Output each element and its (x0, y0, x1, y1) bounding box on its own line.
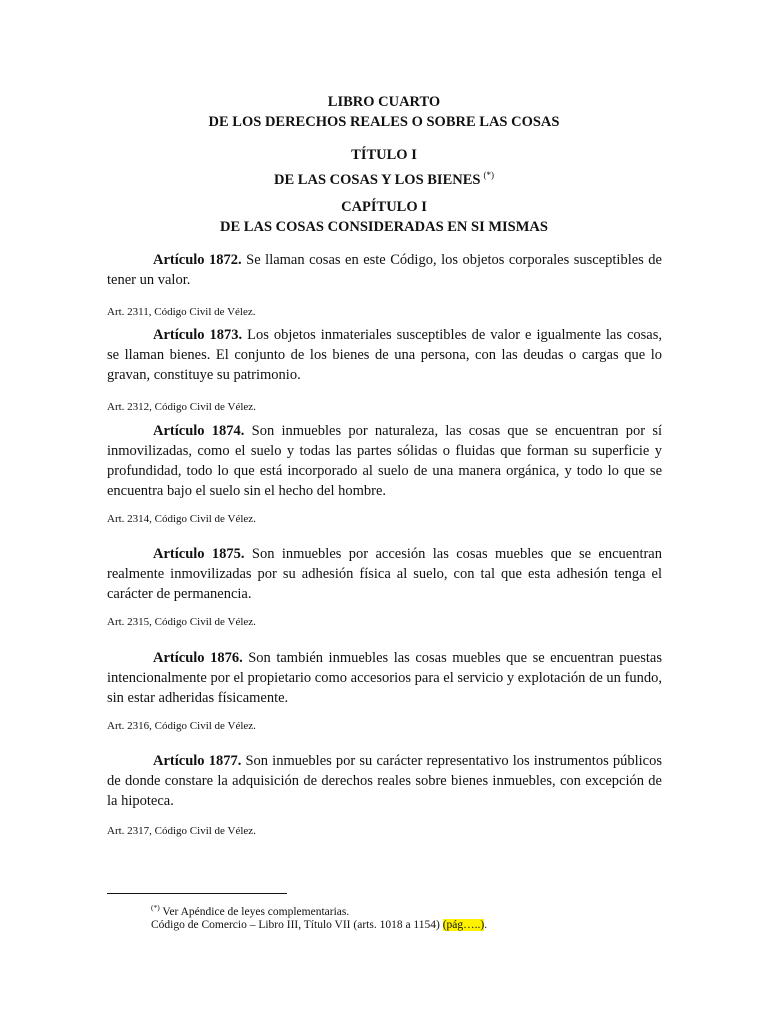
article-1874 (107, 421, 662, 501)
chapter-number: CAPÍTULO I (341, 199, 427, 215)
footnote-reference-text: Código de Comercio – Libro III, Título VII (arts. 1018 a 1154) (151, 919, 443, 931)
footnote-text: Ver Apéndice de leyes complementarias. (159, 906, 350, 918)
article-text: Son también inmuebles las cosas muebles que se encuentran puestas intencionalmente por el propietario como accesorios para el servicio y explotación de un fundo, sin estar adheridas físicamente. (107, 650, 662, 706)
article-reference: Art. 2317, Código Civil de Vélez. (107, 825, 256, 837)
title-subtitle-line (0, 165, 768, 190)
article-1873 (107, 325, 662, 385)
article-label: Artículo 1873. (153, 327, 243, 343)
title-note-marker: (*) (483, 170, 494, 180)
article-reference: Art. 2311, Código Civil de Vélez. (107, 306, 256, 318)
chapter-heading (0, 197, 768, 237)
title-heading (0, 145, 768, 190)
page-placeholder-highlight: (pág…..) (442, 919, 485, 931)
article-text: Se llaman cosas en este Código, los objetos corporales susceptibles de tener un valor. (107, 252, 662, 288)
article-reference: Art. 2316, Código Civil de Vélez. (107, 720, 256, 732)
article-label: Artículo 1877. (153, 753, 242, 769)
article-1877 (107, 751, 662, 811)
article-1872 (107, 250, 662, 290)
article-reference: Art. 2312, Código Civil de Vélez. (107, 401, 256, 413)
footnote-marker: (*) (151, 903, 160, 912)
chapter-subtitle: DE LAS COSAS CONSIDERADAS EN SI MISMAS (220, 219, 548, 235)
article-label: Artículo 1872. (153, 252, 242, 268)
book-subtitle: DE LOS DERECHOS REALES O SOBRE LAS COSAS (208, 114, 560, 130)
article-text: Son inmuebles por naturaleza, las cosas que se encuentran por sí inmovilizadas, como el suelo y todas las partes sólidas o fluidas que forman su superficie y profundidad, todo lo que está incorporado al suelo de una manera orgánica, y todo lo que se encuentra bajo el suelo sin el hecho del hombre. (107, 423, 662, 499)
article-text: Son inmuebles por accesión las cosas muebles que se encuentran realmente inmovilizadas por su adhesión física al suelo, con tal que esta adhesión tenga el carácter de permanencia. (107, 546, 662, 602)
footnote-end-period: . (484, 919, 488, 931)
title-number: TÍTULO I (351, 147, 417, 163)
article-label: Artículo 1876. (153, 650, 243, 666)
article-reference: Art. 2315, Código Civil de Vélez. (107, 616, 256, 628)
article-text: Los objetos inmateriales susceptibles de valor e igualmente las cosas, se llaman bienes. El conjunto de los bienes de una persona, con las deudas o cargas que lo gravan, constituye su patrimonio. (107, 327, 662, 383)
article-text: Son inmuebles por su carácter representativo los instrumentos públicos de donde constare la adquisición de derechos reales sobre bienes inmuebles, con excepción de la hipoteca. (107, 753, 663, 809)
book-title: LIBRO CUARTO (327, 94, 441, 110)
book-heading (0, 92, 768, 132)
article-label: Artículo 1875. (153, 546, 245, 562)
footnote-divider (107, 893, 287, 894)
article-label: Artículo 1874. (153, 423, 245, 439)
article-1875 (107, 544, 662, 604)
article-1876 (107, 648, 662, 708)
footnote-line-2 (151, 917, 487, 933)
title-subtitle: DE LAS COSAS Y LOS BIENES (274, 172, 481, 188)
article-reference: Art. 2314, Código Civil de Vélez. (107, 513, 256, 525)
